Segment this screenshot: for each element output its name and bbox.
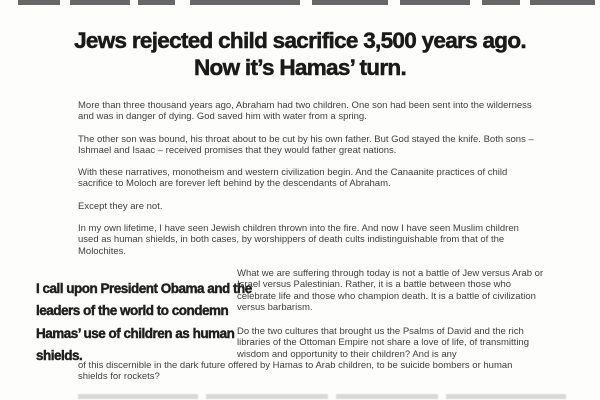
headline: [0, 27, 600, 81]
pull-quote: I call upon President Obama and the leaders of the world to condemn Hamas’ use of children as human shields.: [36, 281, 252, 364]
intro-paragraphs: [78, 100, 534, 268]
cropped-text-top-strip: [0, 0, 600, 5]
intro-paragraph-5: In my own lifetime, I have seen Jewish children thrown into the fire. And now I have seen Muslim children used as human shields, in both cases, by worshippers of death cults indistinguishable from that of the Molochites.: [78, 223, 519, 257]
intro-paragraph-1: More than three thousand years ago, Abraham had two children. One son had been sent into the wilderness and was in danger of dying. God saved him with water from a spring.: [78, 100, 532, 123]
continuation-paragraph: of this discernible in the dark future offered by Hamas to Arab children, to be suicide bombers or human shields for rockets?: [78, 360, 513, 383]
continuation-paragraph-wrap: [78, 360, 534, 383]
column-paragraph-2: Do the two cultures that brought us the Psalms of David and the rich libraries of the Ottoman Empire not share a love of life, of transmitting wisdom and opportunity to their children? And is any: [237, 326, 529, 360]
intro-paragraph-4: Except they are not.: [78, 200, 163, 212]
cropped-text-bottom-strip: [78, 394, 566, 399]
headline-line-1: Jews rejected child sacrifice 3,500 years ago.: [74, 28, 526, 53]
intro-paragraph-2: The other son was bound, his throat about to be cut by his own father. But God stayed the knife. Both sons – Ishmael and Isaac – received promises that they would father great nations.: [78, 133, 534, 156]
headline-line-2: Now it’s Hamas’ turn.: [193, 55, 406, 80]
column-paragraph-1: What we are suffering through today is not a battle of Jew versus Arab or Israel versus Palestinian. Rather, it is a battle between those who celebrate life and those who champion death. It is a battle of civilization versus barbarism.: [237, 268, 544, 313]
column-paragraphs: [237, 268, 549, 373]
intro-paragraph-3: With these narratives, monotheism and western civilization begin. And the Canaanite practices of child sacrifice to Moloch are forever left behind by the descendants of Abraham.: [78, 167, 508, 190]
